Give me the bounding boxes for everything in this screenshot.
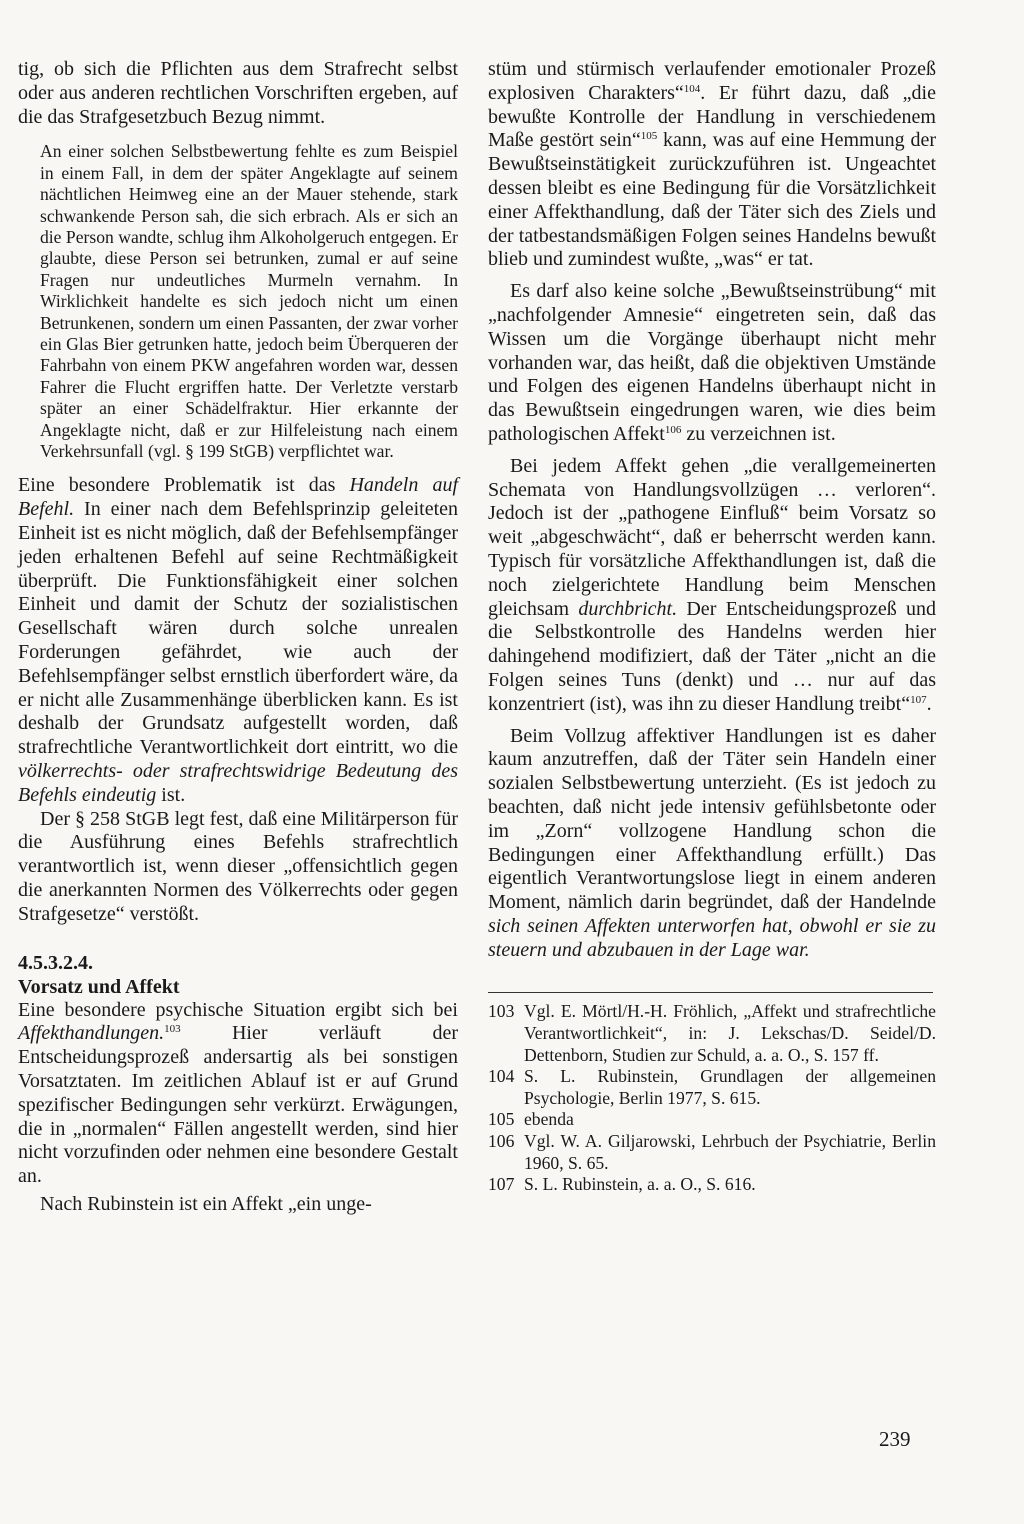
paragraph: Eine besondere Problematik ist das Handeln auf Befehl. In einer nach dem Befehlsprinzip geleiteten Einheit ist es nicht möglich, daß der Befehlsempfänger jeden erhaltenen Befehl auf seine Rechtmäßigkeit überprüft. Die Funktionsfähigkeit einer solchen Einheit und damit der Schutz der sozialistischen Gesellschaft wären durch solche unrealen Forderungen gefährdet, wie auch der Befehlsempfänger selbst ernstlich überfordert wäre, da er nicht alle Zusammenhänge überblicken kann. Es ist deshalb der Grundsatz aufgestellt worden, daß strafrechtliche Verantwortlichkeit dort eintritt, wo die völkerrechts- oder strafrechtswidrige Bedeutung des Befehls eindeutig ist.	[18, 474, 459, 806]
emphasis: Affekthandlungen.	[18, 1022, 165, 1045]
section-title: Vorsatz und Affekt	[18, 975, 180, 998]
page-number: 239	[879, 1427, 911, 1451]
footnote-ref[interactable]: 106	[664, 423, 682, 436]
footnote-ref[interactable]: 104	[683, 82, 701, 95]
paragraph: Es darf also keine solche „Bewußtseinstrübung“ mit „nachfolgender Amnesie“ eingetreten sein, daß das Wissen um die Vorgänge überhaupt nicht mehr vorhanden war, das heißt, daß die objektiven Umstände und Folgen des eigenen Handelns überhaupt nicht in das Bewußtsein eingedrungen waren, wie dies beim pathologischen Affekt$^{106}$ zu verzeichnen ist.	[488, 280, 936, 445]
footnote: 104 S. L. Rubinstein, Grundlagen der allgemeinen Psychologie, Berlin 1977, S. 615.	[488, 1066, 936, 1108]
emphasis: Handeln auf Befehl.	[18, 474, 459, 521]
emphasis: durchbricht.	[578, 597, 678, 620]
footnote: 105 ebenda	[488, 1109, 574, 1130]
footnote-ref[interactable]: 103	[164, 1023, 181, 1036]
paragraph: Bei jedem Affekt gehen „die verallgemeinerten Schemata von Handlungsvollzügen … verloren“. Jedoch ist der „pathogene Einfluß“ beim Vorsatz so weit „abgeschwächt“, daß er beherrscht werden kann. Typisch für vorsätzliche Affekthandlungen ist, daß die noch zielgerichtete Handlung beim Menschen gleichsam durchbricht. Der Entscheidungsprozeß und die Selbstkontrolle des Handelns werden hier dahingehend modifiziert, daß der Täter „nicht an die Folgen seines Tuns (denkt) und … nur auf das konzentriert (ist), was ihn zu dieser Handlung treibt“$^{107}$.	[488, 454, 936, 715]
footnote: 103 Vgl. E. Mörtl/H.-H. Fröhlich, „Affekt und strafrechtliche Verantwortlichkeit“, in: J. Lekschas/D. Seidel/D. Dettenborn, Studien zur Schuld, a. a. O., S. 157 ff.	[488, 1001, 936, 1065]
paragraph: Beim Vollzug affektiver Handlungen ist es daher kaum anzutreffen, daß der Täter sein Handeln einer sozialen Selbstbewertung unterzieht. (Es ist jedoch zu beachten, daß nicht jede intensiv gefühlsbetonte oder im „Zorn“ vollzogene Handlung schon die Bedingungen einer Affekthandlung erfüllt.) Das eigentlich Verantwortungslose liegt in einem anderen Moment, nämlich darin begründet, daß der Handelnde sich seinen Affekten unterworfen hat, obwohl er sie zu steuern und abzubauen in der Lage war.	[488, 724, 936, 961]
footnote-divider	[488, 992, 933, 993]
right-column	[488, 58, 936, 1196]
paragraph: stüm und stürmisch verlaufender emotionaler Prozeß explosiven Charakters“$^{104}$. Er führt dazu, daß „die bewußte Kontrolle der Handlung in verschiedenem Maße gestört sein“$^{105}$ kann, was auf eine Hemmung der Bewußtseinstätigkeit zurückzuführen ist. Ungeachtet dessen bleibt es eine Bedingung für die Vorsätzlichkeit einer Affekthandlung, daß der Täter sich des Ziels und der tatbestandsmäßigen Folgen seines Handelns bewußt blieb und zumindest wußte, „was“ er tat.	[488, 58, 936, 271]
left-column	[18, 58, 458, 1217]
paragraph: Nach Rubinstein ist ein Affekt „ein unge-	[40, 1193, 372, 1215]
footnote-ref[interactable]: 107	[910, 693, 927, 706]
emphasis: sich seinen Affekten unterworfen hat, obwohl er sie zu steuern und abzubauen in der Lage war.	[488, 914, 936, 961]
paragraph: Der § 258 StGB legt fest, daß eine Militärperson für die Ausführung eines Befehls strafrechtlich verantwortlich ist, wenn dieser „offensichtlich gegen die anerkannten Normen des Völkerrechts oder gegen Strafgesetze“ verstößt.	[18, 807, 458, 925]
footnote-ref[interactable]: 105	[640, 130, 658, 143]
footnote: 107 S. L. Rubinstein, a. a. O., S. 616.	[488, 1174, 756, 1195]
footnote: 106 Vgl. W. A. Giljarowski, Lehrbuch der Psychiatrie, Berlin 1960, S. 65.	[488, 1131, 936, 1173]
emphasis: völkerrechts- oder strafrechtswidrige Bedeutung des Befehls eindeutig	[18, 760, 458, 806]
case-example-text: An einer solchen Selbstbewertung fehlte es zum Beispiel in einem Fall, in dem der später Angeklagte auf seinem nächtlichen Heimweg eine an der Mauer stehende, stark schwankende Person sah, die sich erbrach. Als er sich an die Person wandte, schlug ihm Alkoholgeruch entgegen. Er glaubte, diese Person sei betrunken, zumal er auf seine Fragen nur undeutliches Murmeln vernahm. In Wirklichkeit handelte es sich jedoch nicht um einen Betrunkenen, sondern um einen Passanten, der zwar vorher ein Glas Bier getrunken hatte, jedoch beim Überqueren der Fahrbahn von einem PKW angefahren worden war, dessen Fahrer die Flucht ergriffen hatte. Der Verletzte verstarb später an einer Schädelfraktur. Hier erkannte der Angeklagte nicht, daß er zur Hilfeleistung nach einem Verkehrsunfall (vgl. § 199 StGB) verpflichtet war.	[40, 141, 458, 462]
section-number: 4.5.3.2.4.	[18, 951, 93, 974]
paragraph: Eine besondere psychische Situation ergibt sich bei Affekthandlungen.$^{103}$ Hier verläuft der Entscheidungsprozeß andersartig als bei sonstigen Vorsatztaten. Im zeitlichen Ablauf ist er auf Grund spezifischer Bedingungen sehr verkürzt. Erwägungen, die in „normalen“ Fällen angestellt werden, sind hier nicht vorzufinden oder nehmen eine besondere Gestalt an.	[18, 998, 458, 1188]
footnotes	[488, 1001, 936, 1195]
paragraph: tig, ob sich die Pflichten aus dem Strafrecht selbst oder aus anderen rechtlichen Vorschriften ergeben, auf die das Strafgesetzbuch Bezug nimmt.	[18, 58, 458, 128]
